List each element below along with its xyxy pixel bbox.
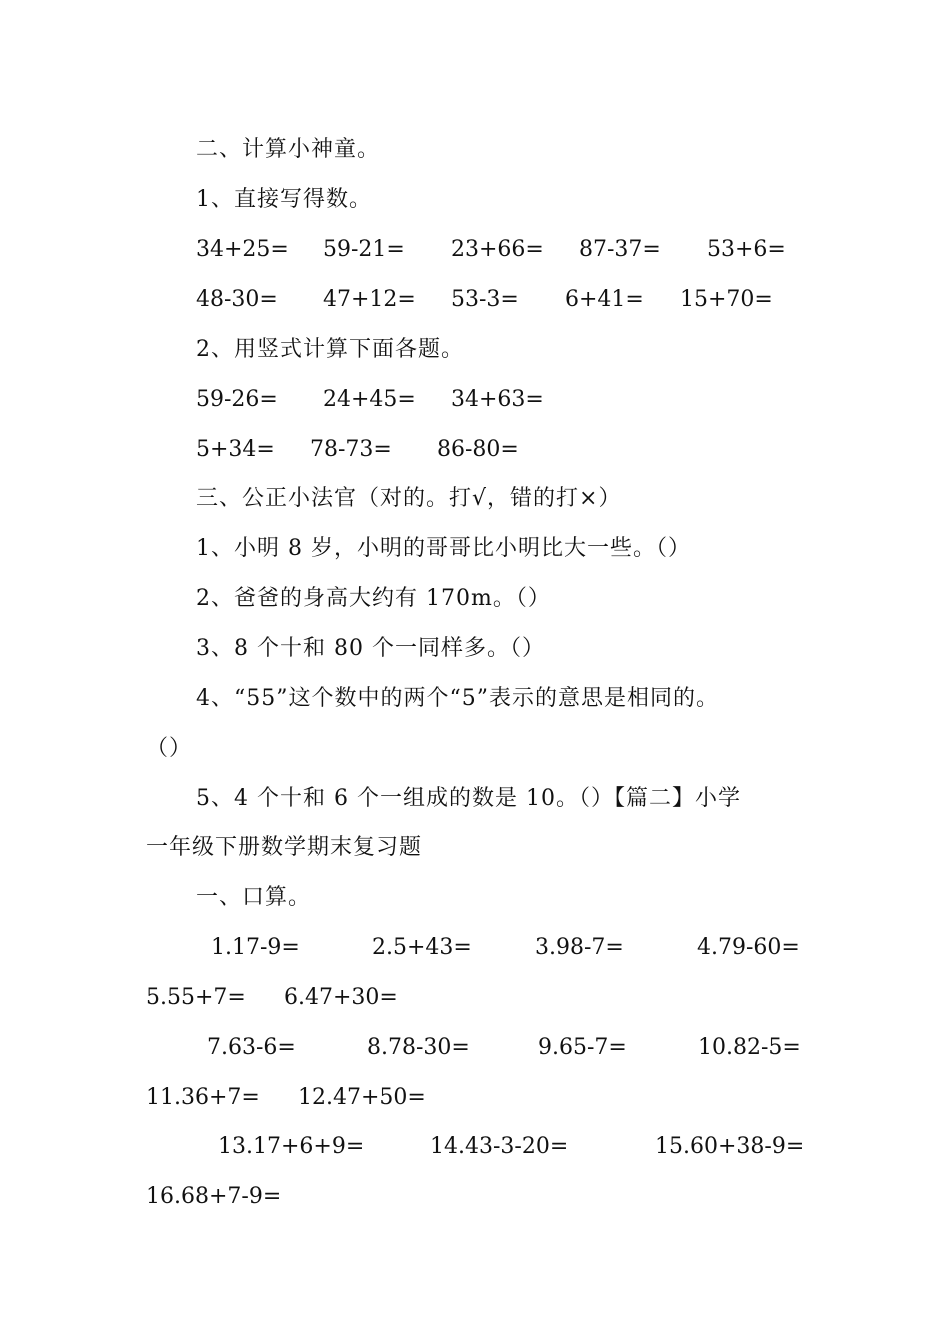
problem-item: 53-3= bbox=[451, 287, 519, 312]
problem-item: 59-21= bbox=[323, 237, 405, 262]
problem-item: 8.78-30= bbox=[367, 1035, 470, 1060]
judge-item: 2、爸爸的身高大约有 170m。（） bbox=[196, 586, 551, 611]
problem-item: 78-73= bbox=[310, 437, 392, 462]
problem-item: 12.47+50= bbox=[298, 1085, 426, 1110]
problem-item: 10.82-5= bbox=[698, 1035, 801, 1060]
problem-item: 15+70= bbox=[680, 287, 773, 312]
problem-item: 13.17+6+9= bbox=[218, 1134, 365, 1159]
problem-item: 3.98-7= bbox=[535, 935, 624, 960]
problem-item: 2.5+43= bbox=[372, 935, 472, 960]
judge-item: 4、“55”这个数中的两个“5”表示的意思是相同的。 bbox=[196, 686, 719, 711]
problem-item: 14.43-3-20= bbox=[430, 1134, 569, 1159]
problem-item: 11.36+7= bbox=[146, 1085, 260, 1110]
problem-item: 6.47+30= bbox=[284, 985, 398, 1010]
problem-item: 15.60+38-9= bbox=[655, 1134, 805, 1159]
problem-item: 23+66= bbox=[451, 237, 544, 262]
problem-item: 24+45= bbox=[323, 387, 416, 412]
question-title-direct: 1、直接写得数。 bbox=[196, 187, 372, 212]
part-title-continued: 一年级下册数学期末复习题 bbox=[146, 835, 423, 860]
problem-item: 53+6= bbox=[707, 237, 786, 262]
problem-item: 9.65-7= bbox=[538, 1035, 627, 1060]
question-title-vertical: 2、用竖式计算下面各题。 bbox=[196, 337, 464, 362]
problem-item: 7.63-6= bbox=[207, 1035, 296, 1060]
problem-item: 59-26= bbox=[196, 387, 278, 412]
problem-item: 86-80= bbox=[437, 437, 519, 462]
judge-item-continued: （） bbox=[146, 736, 193, 761]
section-heading-calc: 二、计算小神童。 bbox=[196, 137, 381, 162]
problem-item: 1.17-9= bbox=[211, 935, 300, 960]
judge-item: 1、小明 8 岁，小明的哥哥比小明比大一些。（） bbox=[196, 536, 691, 561]
problem-item: 5+34= bbox=[196, 437, 275, 462]
judge-item: 3、8 个十和 80 个一同样多。（） bbox=[196, 636, 545, 661]
problem-item: 5.55+7= bbox=[146, 985, 246, 1010]
problem-item: 16.68+7-9= bbox=[146, 1184, 282, 1209]
problem-item: 87-37= bbox=[579, 237, 661, 262]
problem-item: 6+41= bbox=[565, 287, 644, 312]
problem-item: 34+25= bbox=[196, 237, 289, 262]
judge-item: 5、4 个十和 6 个一组成的数是 10。（）【篇二】小学 bbox=[196, 786, 741, 811]
problem-item: 48-30= bbox=[196, 287, 278, 312]
problem-item: 4.79-60= bbox=[697, 935, 800, 960]
section-heading-oral: 一、口算。 bbox=[196, 885, 312, 910]
section-heading-judge: 三、公正小法官（对的。打√，错的打×） bbox=[196, 486, 622, 511]
problem-item: 34+63= bbox=[451, 387, 544, 412]
problem-item: 47+12= bbox=[323, 287, 416, 312]
